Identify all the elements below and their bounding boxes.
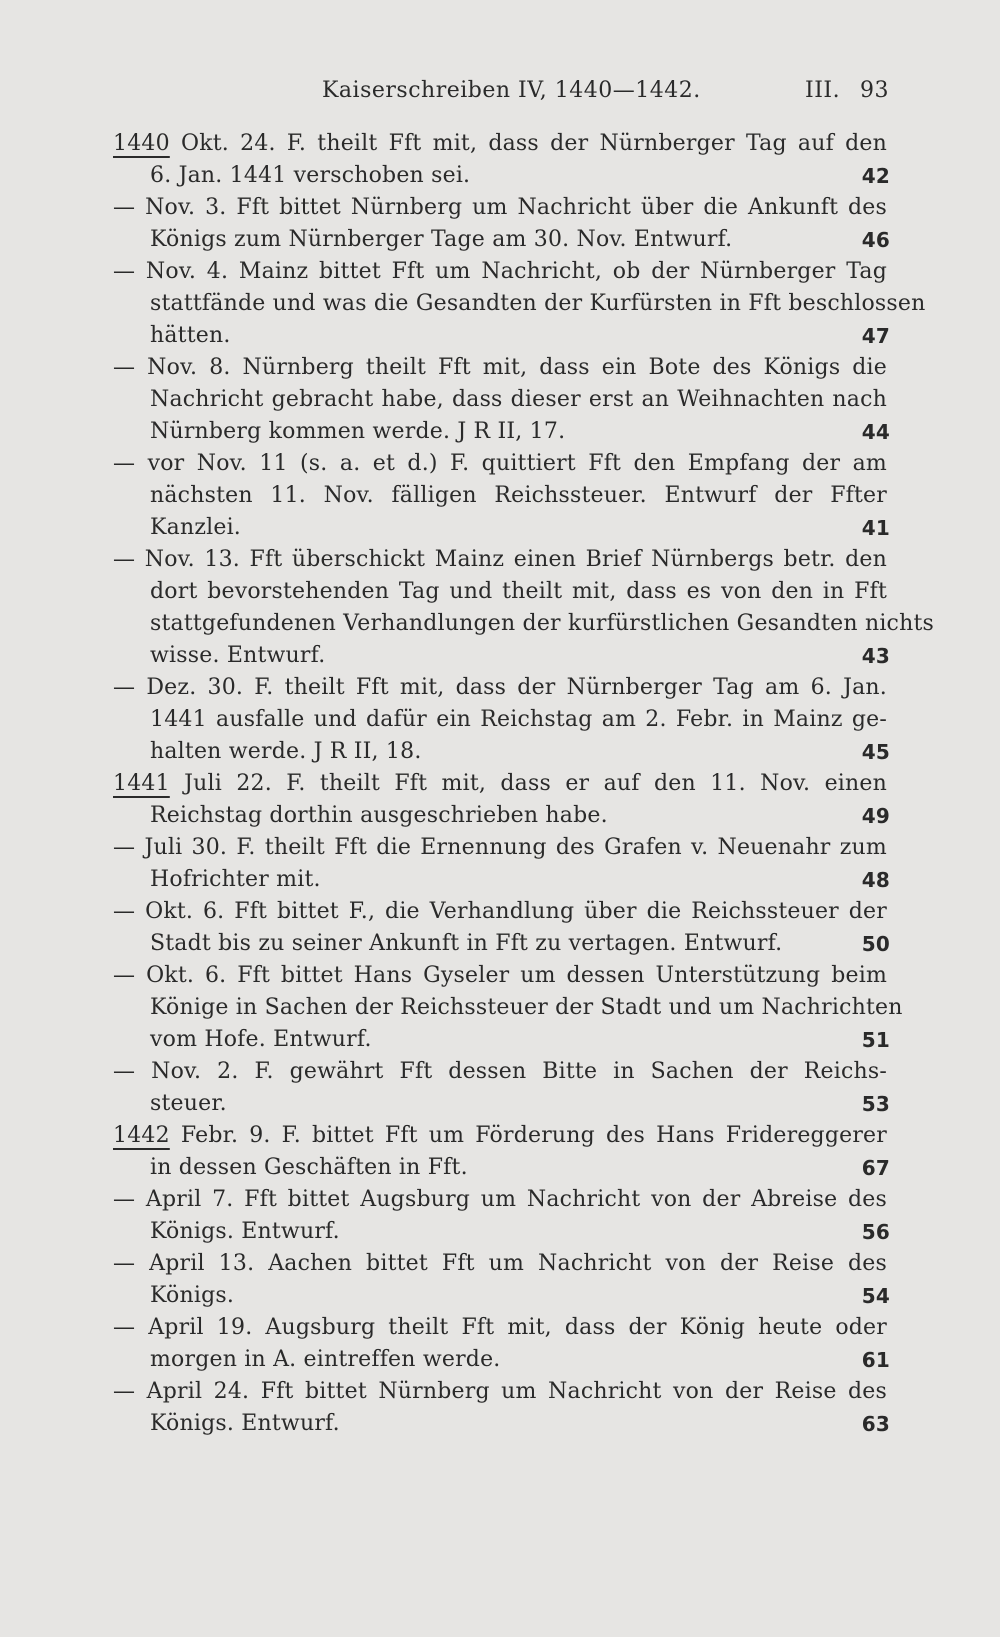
entry-line [0, 224, 1000, 256]
entry-line-text: Nachricht gebracht habe, dass dieser erst an Weihnachten nach [150, 387, 887, 412]
page-number: 93 [860, 78, 889, 103]
entry-reference-number: 48 [861, 868, 890, 892]
entry-text [150, 864, 887, 896]
entry-line [0, 704, 1000, 736]
entry-text [150, 384, 887, 416]
entry-line [0, 384, 1000, 416]
entry-line-text: Königs. Entwurf. [150, 1411, 340, 1436]
entry-reference-number: 54 [861, 1284, 890, 1308]
entry-line-text: — April 13. Aachen bittet Fft um Nachricht von der Reise des [113, 1251, 887, 1276]
entry-year: 1440 [113, 131, 170, 156]
entry-line [0, 960, 1000, 992]
entry-reference-number: 45 [861, 740, 890, 764]
entry-text [150, 1088, 887, 1120]
entry-line [0, 1344, 1000, 1376]
entry-text [113, 896, 887, 928]
entry-line [0, 608, 1000, 640]
entry-line [0, 896, 1000, 928]
entry-line [0, 736, 1000, 768]
entry-line-text: — April 7. Fft bittet Augsburg um Nachricht von der Abreise des [113, 1187, 887, 1212]
entry-line [0, 1216, 1000, 1248]
entry-line-text: Okt. 24. F. theilt Fft mit, dass der Nürnberger Tag auf den [180, 131, 887, 156]
entry-line [0, 992, 1000, 1024]
entry-text [150, 1152, 887, 1184]
entry-text [150, 704, 887, 736]
entry-reference-number: 67 [861, 1156, 890, 1180]
register-entry [0, 832, 1000, 896]
register-entry [0, 1376, 1000, 1440]
entry-line [0, 352, 1000, 384]
entry-line-text: Juli 22. F. theilt Fft mit, dass er auf den 11. Nov. einen [184, 771, 887, 796]
register-entry [0, 1248, 1000, 1312]
register-entry [0, 128, 1000, 192]
entry-reference-number: 61 [861, 1348, 890, 1372]
entry-text [150, 576, 887, 608]
entry-line-text: — Okt. 6. Fft bittet F., die Verhandlung über die Reichssteuer der [113, 899, 887, 924]
register-entry [0, 352, 1000, 448]
entry-line-text: Königs zum Nürnberger Tage am 30. Nov. Entwurf. [150, 227, 733, 252]
entry-text [113, 672, 887, 704]
entry-text [113, 832, 887, 864]
entry-text [113, 1312, 887, 1344]
entry-year: 1441 [113, 771, 170, 796]
register-entry [0, 1184, 1000, 1248]
entry-year: 1442 [113, 1123, 170, 1148]
entry-text [113, 1056, 887, 1088]
entry-line-text: — April 19. Augsburg theilt Fft mit, dass der König heute oder [113, 1315, 887, 1340]
entry-line-text: Kanzlei. [150, 515, 241, 540]
entry-reference-number: 51 [861, 1028, 890, 1052]
entry-text [150, 1408, 887, 1440]
entry-line [0, 672, 1000, 704]
register-entry [0, 768, 1000, 832]
entry-line-text: — Okt. 6. Fft bittet Hans Gyseler um dessen Unterstützung beim [113, 963, 887, 988]
entry-text [150, 640, 887, 672]
entry-line [0, 1120, 1000, 1152]
entry-line [0, 128, 1000, 160]
entry-reference-number: 53 [861, 1092, 890, 1116]
register-entry [0, 1120, 1000, 1184]
entry-line [0, 1088, 1000, 1120]
entry-line-text: — vor Nov. 11 (s. a. et d.) F. quittiert Fft den Empfang der am [113, 451, 887, 476]
entry-text [150, 480, 887, 512]
entry-line [0, 256, 1000, 288]
entry-line [0, 1056, 1000, 1088]
entry-reference-number: 46 [861, 228, 890, 252]
entry-text [150, 1024, 887, 1056]
entry-line-text: in dessen Geschäften in Fft. [150, 1155, 468, 1180]
entry-line [0, 768, 1000, 800]
entry-reference-number: 41 [861, 516, 890, 540]
entry-line-text: vom Hofe. Entwurf. [150, 1027, 372, 1052]
register-entry [0, 256, 1000, 352]
entry-line [0, 1152, 1000, 1184]
entry-text [150, 736, 887, 768]
entry-line [0, 864, 1000, 896]
entry-line-text: wisse. Entwurf. [150, 643, 326, 668]
entry-line [0, 1376, 1000, 1408]
section-number: III. [805, 78, 841, 103]
register-entry [0, 1056, 1000, 1120]
entry-line-text: nächsten 11. Nov. fälligen Reichssteuer. Entwurf der Ffter [150, 483, 887, 508]
entry-line-text: stattfände und was die Gesandten der Kurfürsten in Fft beschlossen [150, 291, 926, 316]
entry-text [113, 1248, 887, 1280]
entry-text [150, 608, 934, 640]
entry-text [113, 1120, 887, 1152]
entry-line-text: — Juli 30. F. theilt Fft die Ernennung des Grafen v. Neuenahr zum [113, 835, 887, 860]
entry-text [113, 960, 887, 992]
entry-line-text: Könige in Sachen der Reichssteuer der Stadt und um Nachrichten [150, 995, 903, 1020]
entry-text [150, 928, 887, 960]
entry-reference-number: 56 [861, 1220, 890, 1244]
entry-line-text: Hofrichter mit. [150, 867, 321, 892]
entry-line [0, 576, 1000, 608]
entry-line [0, 320, 1000, 352]
entry-line-text: Reichstag dorthin ausgeschrieben habe. [150, 803, 608, 828]
entry-line [0, 800, 1000, 832]
entry-line-text: Febr. 9. F. bittet Fft um Förderung des Hans Fridereggerer [180, 1123, 887, 1148]
entry-line-text: 6. Jan. 1441 verschoben sei. [150, 163, 471, 188]
register-entry [0, 960, 1000, 1056]
entry-line [0, 1408, 1000, 1440]
entry-line-text: Königs. [150, 1283, 235, 1308]
entry-reference-number: 43 [861, 644, 890, 668]
entry-line-text: hätten. [150, 323, 231, 348]
entry-line-text: — Nov. 2. F. gewährt Fft dessen Bitte in Sachen der Reichs- [113, 1059, 887, 1084]
entry-text [150, 1216, 887, 1248]
entry-text [150, 160, 887, 192]
entry-line [0, 160, 1000, 192]
entry-text [113, 768, 887, 800]
register-entry [0, 544, 1000, 672]
entry-line [0, 448, 1000, 480]
entry-line-text: — Nov. 13. Fft überschickt Mainz einen Brief Nürnbergs betr. den [113, 547, 887, 572]
running-header [0, 78, 1000, 118]
entry-text [150, 992, 903, 1024]
entry-line [0, 544, 1000, 576]
entry-line-text: — Nov. 8. Nürnberg theilt Fft mit, dass ein Bote des Königs die [113, 355, 887, 380]
entry-text [150, 320, 887, 352]
register-entry [0, 896, 1000, 960]
register-entry [0, 192, 1000, 256]
entry-line-text: — Nov. 4. Mainz bittet Fft um Nachricht, ob der Nürnberger Tag [113, 259, 887, 284]
register-entry [0, 672, 1000, 768]
entry-line [0, 1280, 1000, 1312]
entry-text [150, 224, 887, 256]
entry-line [0, 928, 1000, 960]
entry-line-text: Stadt bis zu seiner Ankunft in Fft zu vertagen. Entwurf. [150, 931, 783, 956]
entry-line-text: dort bevorstehenden Tag und theilt mit, dass es von den in Fft [150, 579, 887, 604]
entry-reference-number: 49 [861, 804, 890, 828]
entry-text [150, 288, 926, 320]
entry-reference-number: 50 [861, 932, 890, 956]
entry-line [0, 480, 1000, 512]
entry-text [150, 416, 887, 448]
register-entries [0, 128, 1000, 1440]
entry-line [0, 640, 1000, 672]
entry-text [113, 1376, 887, 1408]
entry-line-text: halten werde. J R II, 18. [150, 739, 422, 764]
entry-text [150, 1344, 887, 1376]
entry-line-text: 1441 ausfalle und dafür ein Reichstag am 2. Febr. in Mainz ge- [150, 707, 887, 732]
entry-text [113, 192, 887, 224]
entry-line-text: Königs. Entwurf. [150, 1219, 340, 1244]
entry-line [0, 1184, 1000, 1216]
entry-line [0, 192, 1000, 224]
register-entry [0, 1312, 1000, 1376]
entry-text [113, 544, 887, 576]
entry-text [113, 352, 887, 384]
entry-line-text: Nürnberg kommen werde. J R II, 17. [150, 419, 566, 444]
entry-line [0, 288, 1000, 320]
entry-reference-number: 47 [861, 324, 890, 348]
entry-reference-number: 42 [861, 164, 890, 188]
entry-reference-number: 44 [861, 420, 890, 444]
entry-line-text: stattgefundenen Verhandlungen der kurfürstlichen Gesandten nichts [150, 611, 934, 636]
entry-text [113, 1184, 887, 1216]
entry-line [0, 832, 1000, 864]
entry-line-text: — April 24. Fft bittet Nürnberg um Nachricht von der Reise des [113, 1379, 887, 1404]
entry-text [150, 1280, 887, 1312]
entry-line [0, 512, 1000, 544]
entry-line [0, 416, 1000, 448]
entry-line [0, 1248, 1000, 1280]
header-title: Kaiserschreiben IV, 1440—1442. [322, 78, 701, 103]
entry-text [113, 128, 887, 160]
register-entry [0, 448, 1000, 544]
entry-line-text: morgen in A. eintreffen werde. [150, 1347, 501, 1372]
entry-line-text: steuer. [150, 1091, 227, 1116]
entry-line-text: — Nov. 3. Fft bittet Nürnberg um Nachricht über die Ankunft des [113, 195, 887, 220]
entry-line [0, 1312, 1000, 1344]
entry-reference-number: 63 [861, 1412, 890, 1436]
entry-text [113, 256, 887, 288]
entry-text [113, 448, 887, 480]
entry-line [0, 1024, 1000, 1056]
entry-text [150, 512, 887, 544]
entry-text [150, 800, 887, 832]
entry-line-text: — Dez. 30. F. theilt Fft mit, dass der Nürnberger Tag am 6. Jan. [113, 675, 887, 700]
